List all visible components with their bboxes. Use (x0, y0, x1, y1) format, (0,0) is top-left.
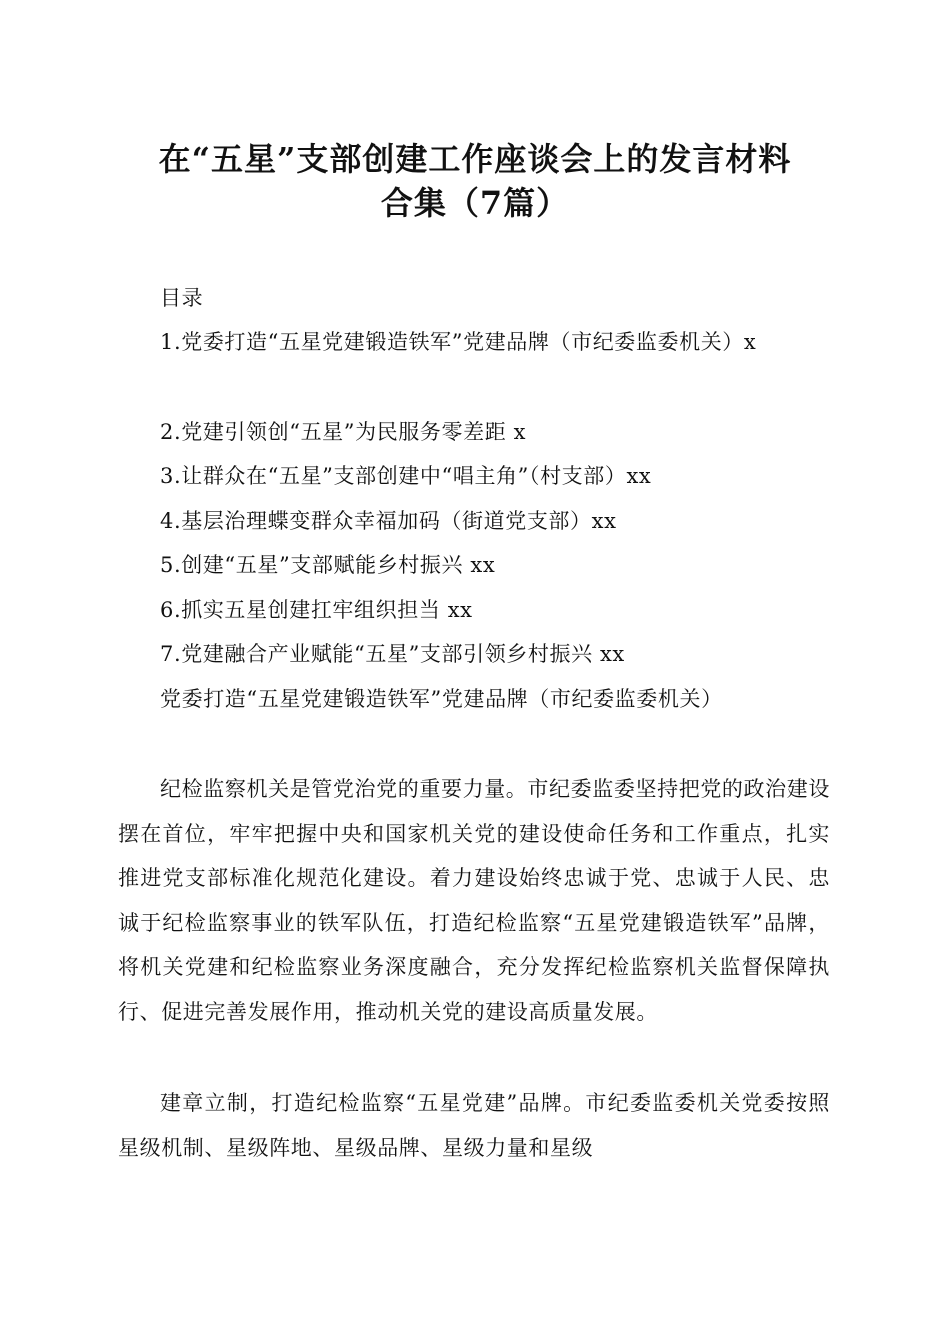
toc-item-7: 7.党建融合产业赋能“五星”支部引领乡村振兴 xx (160, 642, 625, 666)
toc-item-2: 2.党建引领创“五星”为民服务零差距 x (160, 420, 527, 444)
toc-heading: 目录 (160, 286, 204, 310)
document-title-line-2: 合集（7篇） (380, 184, 570, 222)
toc-item-6: 6.抓实五星创建扛牢组织担当 xx (160, 598, 473, 622)
toc-item-5: 5.创建“五星”支部赋能乡村振兴 xx (160, 553, 496, 577)
body-paragraph-1: 纪检监察机关是管党治党的重要力量。市纪委监委坚持把党的政治建设摆在首位，牢牢把握中央和国家机关党的建设使命任务和工作重点，扎实推进党支部标准化规范化建设。着力建设始终忠诚于党、忠诚于人民、忠诚于纪检监察事业的铁军队伍，打造纪检监察“五星党建锻造铁军”品牌，将机关党建和纪检监察业务深度融合，充分发挥纪检监察机关监督保障执行、促进完善发展作用，推动机关党的建设高质量发展。 (118, 777, 830, 1024)
section-title: 党委打造“五星党建锻造铁军”党建品牌（市纪委监委机关） (160, 687, 723, 711)
body-paragraph-2: 建章立制，打造纪检监察“五星党建”品牌。市纪委监委机关党委按照星级机制、星级阵地、星级品牌、星级力量和星级 (118, 1091, 830, 1160)
toc-item-3: 3.让群众在“五星”支部创建中“唱主角”（村支部）xx (160, 464, 652, 488)
toc-item-4: 4.基层治理蝶变群众幸福加码（街道党支部）xx (160, 509, 617, 533)
document-title-line-1: 在“五星”支部创建工作座谈会上的发言材料 (158, 140, 792, 178)
toc-item-1: 1.党委打造“五星党建锻造铁军”党建品牌（市纪委监委机关）x (160, 330, 757, 354)
